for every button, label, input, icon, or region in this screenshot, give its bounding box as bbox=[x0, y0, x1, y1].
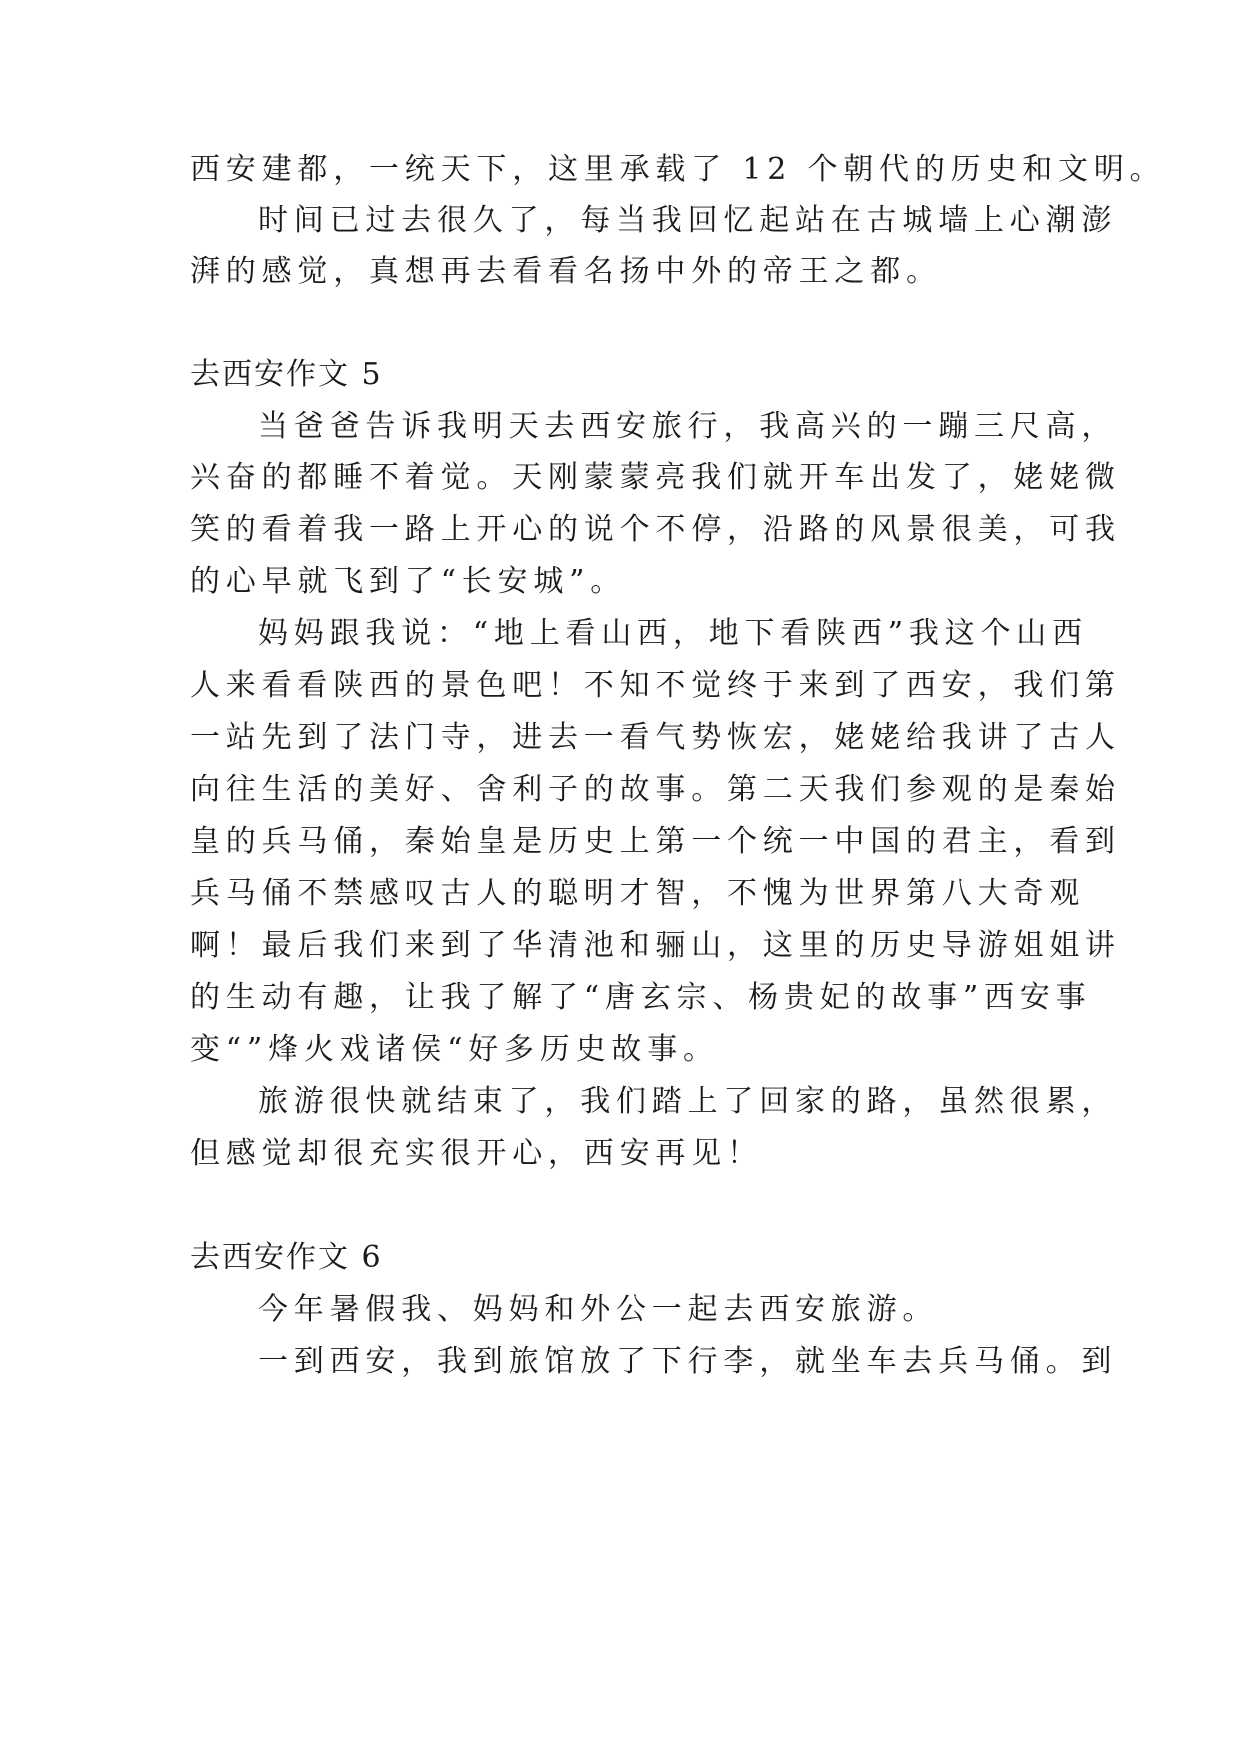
intro-paragraph-line: 时间已过去很久了，每当我回忆起站在古城墙上心潮澎 bbox=[258, 203, 1118, 238]
intro-paragraph-line: 湃的感觉，真想再去看看名扬中外的帝王之都。 bbox=[190, 254, 942, 289]
essay-5-paragraph-1-line: 笑的看着我一路上开心的说个不停，沿路的风景很美，可我 bbox=[190, 512, 1121, 547]
essay-5-paragraph-2-line: 妈妈跟我说：“地上看山西，地下看陕西”我这个山西 bbox=[258, 616, 1088, 651]
essay-5-paragraph-1-line: 的心早就飞到了“长安城”。 bbox=[190, 564, 627, 599]
essay-5-paragraph-3-line: 旅游很快就结束了，我们踏上了回家的路，虽然很累， bbox=[258, 1084, 1118, 1119]
essay-5-paragraph-2-line: 向往生活的美好、舍利子的故事。第二天我们参观的是秦始 bbox=[190, 772, 1121, 807]
essay-5-paragraph-2-line: 的生动有趣，让我了解了“唐玄宗、杨贵妃的故事”西安事 bbox=[190, 980, 1092, 1015]
intro-line: 西安建都，一统天下，这里承载了 12 个朝代的历史和文明。 bbox=[190, 152, 1166, 187]
essay-5-paragraph-2-line: 人来看看陕西的景色吧！不知不觉终于来到了西安，我们第 bbox=[190, 668, 1121, 703]
essay-5-paragraph-2-line: 一站先到了法门寺，进去一看气势恢宏，姥姥给我讲了古人 bbox=[190, 720, 1121, 755]
essay-5-paragraph-2-line: 啊！最后我们来到了华清池和骊山，这里的历史导游姐姐讲 bbox=[190, 928, 1121, 963]
essay-5-paragraph-2-line: 变“”烽火戏诸侯“好多历史故事。 bbox=[190, 1032, 719, 1067]
essay-5-paragraph-1-line: 当爸爸告诉我明天去西安旅行，我高兴的一蹦三尺高， bbox=[258, 409, 1118, 444]
essay-6-title: 去西安作文 6 bbox=[190, 1240, 383, 1275]
essay-6-paragraph-2-line: 一到西安，我到旅馆放了下行李，就坐车去兵马俑。到 bbox=[258, 1344, 1118, 1379]
essay-6-paragraph-1-line: 今年暑假我、妈妈和外公一起去西安旅游。 bbox=[258, 1292, 939, 1327]
essay-5-paragraph-1-line: 兴奋的都睡不着觉。天刚蒙蒙亮我们就开车出发了，姥姥微 bbox=[190, 460, 1121, 495]
essay-5-paragraph-2-line: 兵马俑不禁感叹古人的聪明才智，不愧为世界第八大奇观 bbox=[190, 876, 1085, 911]
essay-5-paragraph-3-line: 但感觉却很充实很开心，西安再见！ bbox=[190, 1136, 763, 1171]
essay-5-title: 去西安作文 5 bbox=[190, 357, 383, 392]
essay-5-paragraph-2-line: 皇的兵马俑，秦始皇是历史上第一个统一中国的君主，看到 bbox=[190, 824, 1121, 859]
